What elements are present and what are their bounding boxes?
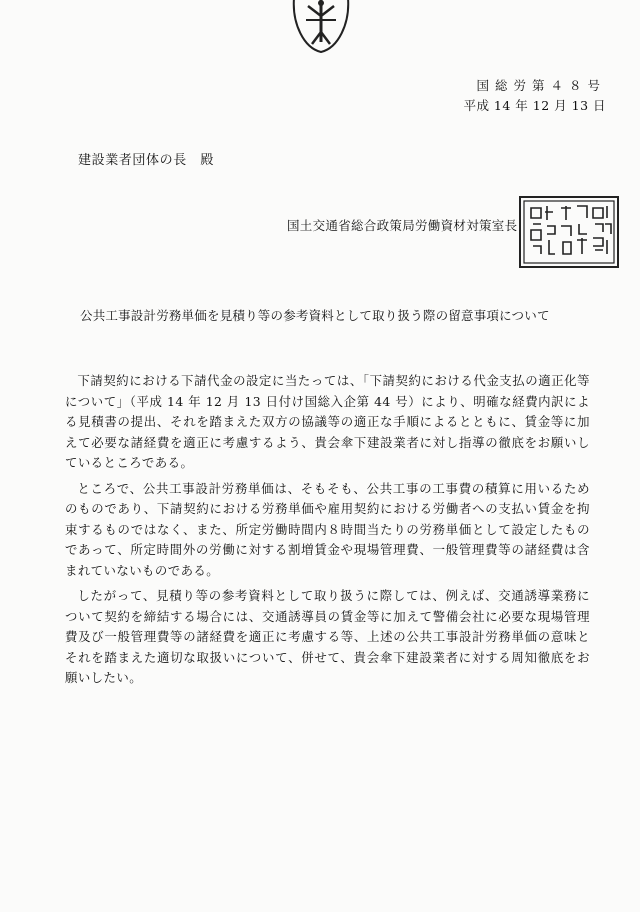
- document-date: 平成 14 年 12 月 13 日: [463, 98, 606, 113]
- paragraph: したがって、見積り等の参考資料として取り扱うに際しては、例えば、交通誘導業務について契約を締結する場合には、交通誘導員の賃金等に加えて警備会社に必要な現場管理費及び一般管理費等の諸経費を適正に考慮する等、上述の公共工事設計労務単価の意味とそれを踏まえた適切な取扱いについて、併せて、貴会傘下建設業者に対する周知徹底をお願いしたい。: [65, 588, 590, 685]
- paragraph: 下請契約における下請代金の設定に当たっては、「下請契約における代金支払の適正化等について」（平成 14 年 12 月 13 日付け国総入企第 44 号）により、明確な経費内訳による見積書の提出、それを踏まえた双方の協議等の適正な手順によるとともに、賃金等に加えて必要な諸経費を適正に考慮するよう、貴会傘下建設業者に対し指導の徹底をお願いしているところである。: [65, 373, 590, 470]
- sender: 国土交通省総合政策局労働資材対策室長: [287, 218, 518, 233]
- official-seal-stamp: [519, 196, 619, 268]
- recipient: 建設業者団体の長 殿: [78, 153, 215, 168]
- ministry-emblem-icon: [290, 0, 352, 56]
- paragraph: ところで、公共工事設計労務単価は、そもそも、公共工事の工事費の積算に用いるためのものであり、下請契約における労務単価や雇用契約における労働者への支払い賃金を拘束するものではなく、また、所定労働時間内８時間当たりの労務単価として設定したものであって、所定時間外の労働に対する割増賃金や現場管理費、一般管理費等の諸経費は含まれていないものである。: [65, 480, 590, 578]
- subject-title: 公共工事設計労務単価を見積り等の参考資料として取り扱う際の留意事項について: [80, 308, 550, 323]
- document-header: [463, 76, 606, 116]
- document-number: 国総労第４８号: [476, 78, 606, 93]
- body-text: [65, 371, 590, 694]
